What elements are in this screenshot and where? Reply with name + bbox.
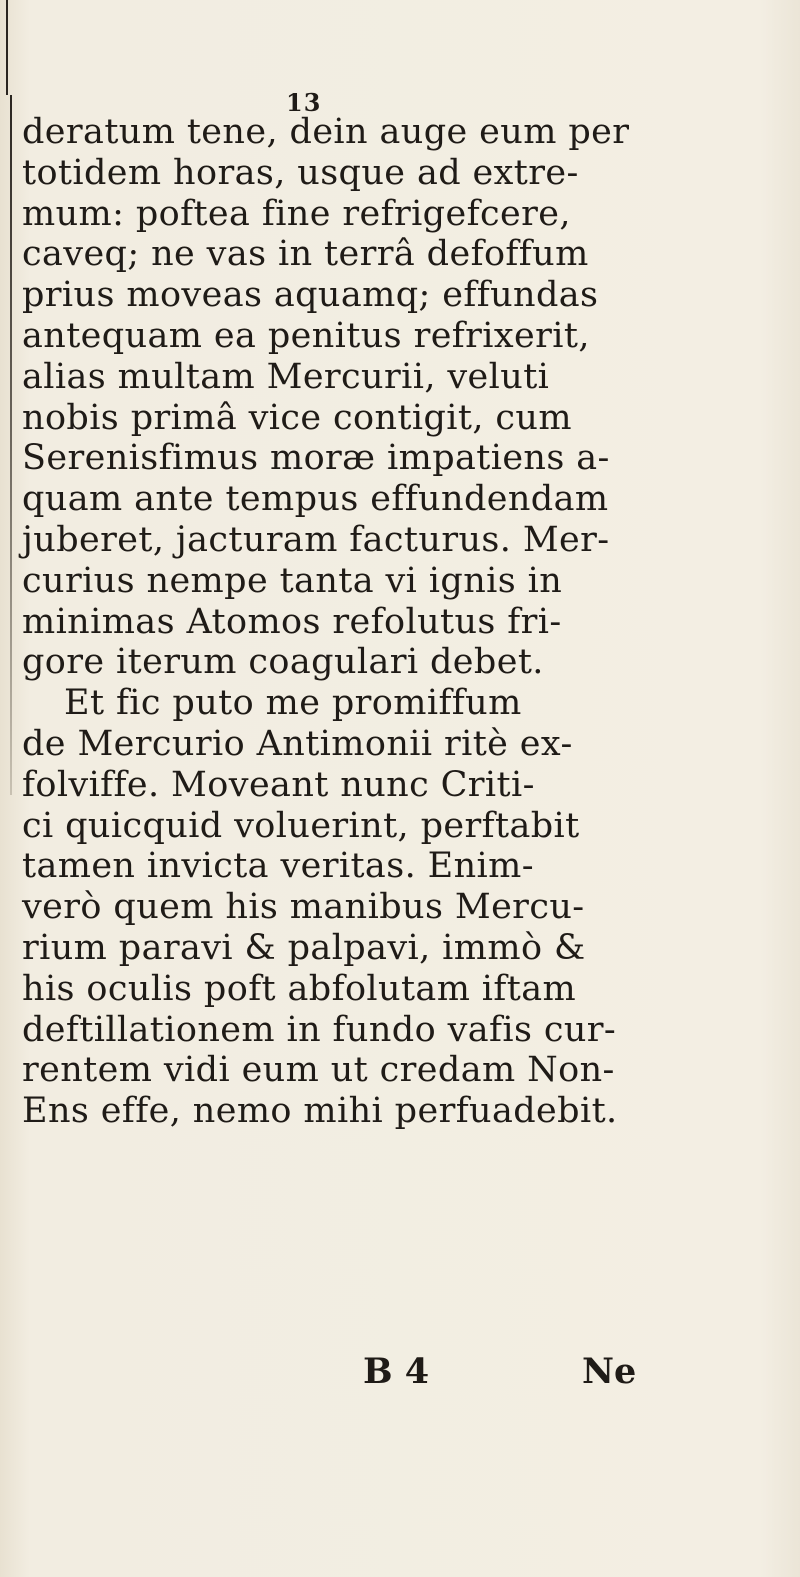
page-number: 13 [286,88,322,117]
text-line: Ens effe, nemo mihi perfuadebit. [22,1091,618,1132]
text-line: rentem vidi eum ut credam Non- [22,1050,615,1091]
text-line: his oculis poft abfolutam iftam [22,968,577,1009]
text-line: tamen invicta veritas. Enim- [22,846,534,887]
text-line: verò quem his manibus Mercu- [22,887,585,928]
text-line: curius nempe tanta vi ignis in [22,560,563,601]
binding-edge-line [6,0,8,95]
text-line: juberet, jacturam facturus. Mer- [22,519,610,560]
text-line: antequam ea penitus refrixerit, [22,315,590,356]
text-line: alias multam Mercurii, veluti [22,356,550,397]
text-line: de Mercurio Antimonii ritè ex- [22,723,573,764]
text-line-paragraph-start: Et fic puto me promiffum [64,683,522,724]
text-line: rium paravi & palpavi, immò & [22,927,586,968]
text-line: caveq; ne vas in terrâ defoffum [22,234,589,275]
text-line: quam ante tempus effundendam [22,479,609,520]
text-line: prius moveas aquamq; effundas [22,275,599,316]
text-line: deratum tene, dein auge eum per [22,112,630,152]
page-footer [0,1352,800,1392]
text-line: ci quicquid voluerint, perftabit [22,805,580,846]
binding-edge-line-lower [10,95,12,795]
text-line: folviffe. Moveant nunc Criti- [22,764,535,805]
body-text [22,112,792,1132]
signature-mark: B 4 [363,1351,430,1392]
text-line: minimas Atomos refolutus fri- [22,601,562,642]
catchword: Ne [582,1351,637,1392]
text-line: totidem horas, usque ad extre- [22,152,579,193]
text-line: mum: poftea fine refrigefcere, [22,193,571,234]
text-line: Serenisfimus moræ impatiens a- [22,438,610,479]
text-line: deftillationem in fundo vafis cur- [22,1009,617,1050]
text-line: nobis primâ vice contigit, cum [22,397,572,438]
text-line: gore iterum coagulari debet. [22,642,544,683]
